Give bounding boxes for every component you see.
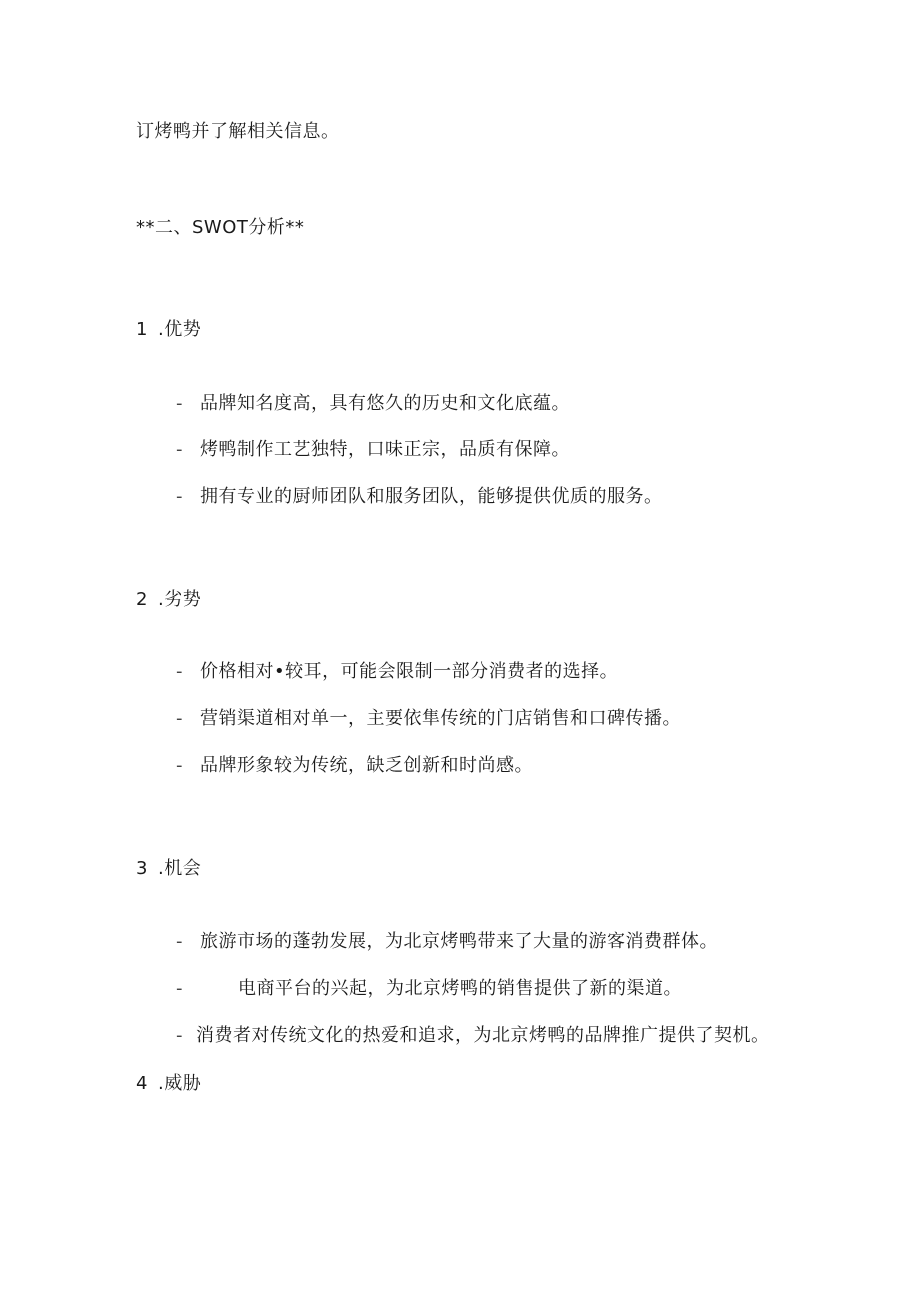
list-item [176, 930, 718, 954]
bullet-dash: - [176, 393, 183, 414]
bullet-dash: - [176, 439, 183, 460]
bullet-dash: - [176, 978, 183, 999]
list-item [176, 438, 570, 462]
bullet-text: 营销渠道相对单一，主要依隼传统的门店销售和口碑传播。 [200, 708, 681, 729]
section-number: 4 [136, 1073, 148, 1094]
bullet-text: 消费者对传统文化的热爱和追求，为北京烤鸭的品牌推广提供了契机。 [196, 1025, 770, 1046]
bullet-text: 拥有专业的厨师团队和服务团队，能够提供优质的服务。 [200, 486, 663, 507]
bullet-text: 烤鸭制作工艺独特，口味正宗，品质有保障。 [200, 439, 570, 460]
section-title-threats [136, 1072, 201, 1096]
section-heading: **二、SWOT分析** [136, 217, 305, 238]
section-label: .劣势 [158, 589, 202, 610]
list-item [176, 660, 618, 684]
list-item [176, 707, 681, 731]
bullet-text: 品牌形象较为传统，缺乏创新和时尚感。 [200, 755, 533, 776]
bullet-text: 旅游市场的蓬勃发展，为北京烤鸭带来了大量的游客消费群体。 [200, 931, 718, 952]
list-item [176, 1024, 770, 1048]
section-title-weaknesses [136, 588, 201, 612]
section-title-opportunities [136, 857, 201, 881]
bullet-text: 品牌知名度高，具有悠久的历史和文化底蕴。 [200, 393, 570, 414]
bullet-dash: - [176, 486, 183, 507]
bullet-dash: - [176, 755, 183, 776]
section-number: 2 [136, 589, 148, 610]
section-label: .机会 [158, 858, 202, 879]
section-title-strengths [136, 318, 201, 342]
bullet-dash: - [176, 661, 183, 682]
list-item [176, 392, 570, 416]
bullet-text: 价格相对•较耳，可能会限制一部分消费者的选择。 [200, 661, 619, 682]
section-number: 3 [136, 858, 148, 879]
section-number: 1 [136, 319, 148, 340]
list-item [176, 977, 682, 1001]
bullet-dash: - [176, 1025, 183, 1046]
intro-continuation: 订烤鸭并了解相关信息。 [136, 121, 340, 142]
list-item [176, 754, 533, 778]
bullet-text: 电商平台的兴起，为北京烤鸭的销售提供了新的渠道。 [238, 978, 682, 999]
section-label: .优势 [158, 319, 202, 340]
section-label: .威胁 [158, 1073, 202, 1094]
bullet-dash: - [176, 708, 183, 729]
bullet-dash: - [176, 931, 183, 952]
list-item [176, 485, 663, 509]
